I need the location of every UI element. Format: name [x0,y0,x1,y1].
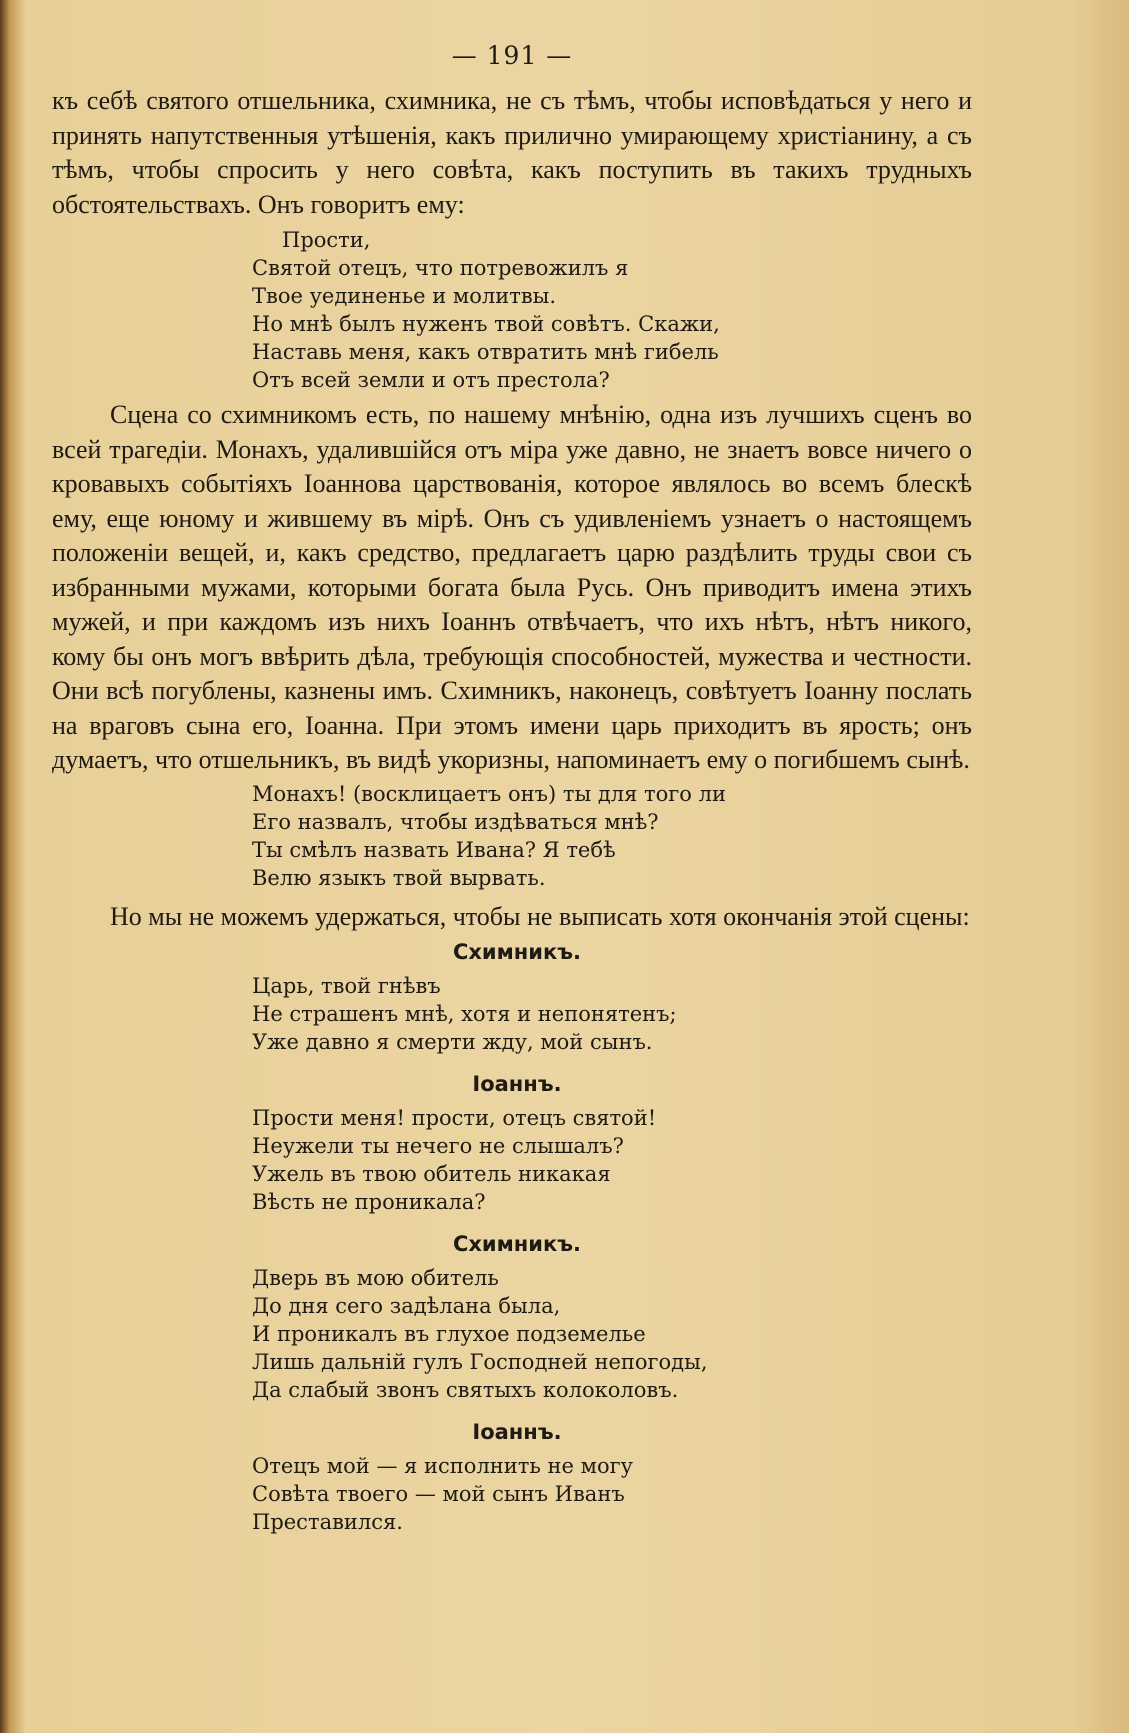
verse-line: Велю языкъ твой вырвать. [252,865,546,890]
speaker-name: Схимникъ. [452,940,582,964]
verse-line: Наставь меня, какъ отвратить мнѣ гибель [252,340,719,364]
verse-quote-1 [52,226,972,394]
dialogue-block-2 [52,1070,972,1216]
speaker-name: Іоаннъ. [472,1072,562,1096]
verse-line: Его назвалъ, чтобы издѣваться мнѣ? [252,809,659,834]
dialogue-line: Преставился. [252,1510,403,1534]
verse-line: Святой отецъ, что потревожилъ я [252,256,629,280]
dialogue-line: Ужель въ твою обитель никакая [252,1162,611,1186]
paragraph-2 [52,398,972,778]
paragraph-1 [52,84,972,222]
dialogue-block-1 [52,938,972,1056]
dialogue-line: И проникалъ въ глухое подземелье [252,1322,646,1346]
verse-line: Но мнѣ былъ нуженъ твой совѣтъ. Скажи, [252,312,720,336]
paragraph-text: Но мы не можемъ удержаться, чтобы не выписать хотя окончанія этой сцены: [110,901,970,931]
verse-line: Твое уединенье и молитвы. [252,284,557,308]
dialogue-line: Да слабый звонъ святыхъ колоколовъ. [252,1378,679,1402]
verse-line: Отъ всей земли и отъ престола? [252,368,610,392]
dialogue-line: Совѣта твоего — мой сынъ Иванъ [252,1482,625,1506]
dialogue-line: Лишь дальній гулъ Господней непогоды, [252,1350,708,1374]
dialogue-line: Неужели ты нечего не слышалъ? [252,1134,624,1158]
dialogue-line: Уже давно я смерти жду, мой сынъ. [252,1030,653,1054]
speaker-name: Схимникъ. [452,1232,582,1256]
paragraph-3 [52,900,972,935]
paragraph-text: Сцена со схимникомъ есть, по нашему мнѣнію, одна изъ лучшихъ сценъ во всей трагедіи. Монахъ, удалившійся отъ міра уже давно, не знаетъ вовсе ничего о кровавыхъ событіяхъ Іоаннова царствованія, которое являлось во всемъ блескѣ ему, еще юному и жившему въ мірѣ. Онъ съ удивленіемъ узнаетъ о настоящемъ положеніи вещей, и, какъ средство, предлагаетъ царю раздѣлить труды свои съ избранными мужами, которыми богата была Русь. Онъ приводитъ имена этихъ мужей, и при каждомъ изъ нихъ Іоаннъ отвѣчаетъ, что ихъ нѣтъ, нѣтъ никого, кому бы онъ могъ ввѣрить дѣла, требующія способностей, мужества и честности. Они всѣ погублены, казнены имъ. Схимникъ, наконецъ, совѣтуетъ Іоанну послать на враговъ сына его, Іоанна. При этомъ имени царь приходитъ въ ярость; онъ думаетъ, что отшельникъ, въ видѣ укоризны, напоминаетъ ему о погибшемъ сынѣ. [52,400,972,774]
page-content [52,36,972,1550]
dialogue-line: Вѣсть не проникала? [252,1190,486,1214]
paragraph-text: къ себѣ святого отшельника, схимника, не съ тѣмъ, чтобы исповѣдаться у него и принять напутственныя утѣшенія, какъ прилично умирающему христіанину, а съ тѣмъ, чтобы спросить у него совѣта, какъ поступить въ такихъ трудныхъ обстоятельствахъ. Онъ говоритъ ему: [52,86,972,219]
verse-line: Монахъ! (восклицаетъ онъ) ты для того ли [252,781,726,806]
speaker-name: Іоаннъ. [472,1420,562,1444]
dialogue-line: Отецъ мой — я исполнить не могу [252,1454,633,1478]
dialogue-line: Дверь въ мою обитель [252,1266,499,1290]
dialogue-block-3 [52,1230,972,1404]
verse-line: Прости, [282,228,371,252]
dialogue-line: Не страшенъ мнѣ, хотя и непонятенъ; [252,1002,677,1026]
dialogue-line: Царь, твой гнѣвъ [252,974,441,998]
dialogue-line: До дня сего задѣлана была, [252,1294,561,1318]
page-number: — 191 — [451,41,573,70]
dialogue-line: Прости меня! прости, отецъ святой! [252,1106,657,1130]
dialogue-block-4 [52,1418,972,1536]
verse-line: Ты смѣлъ назвать Ивана? Я тебѣ [252,837,616,862]
verse-quote-2 [52,780,972,892]
